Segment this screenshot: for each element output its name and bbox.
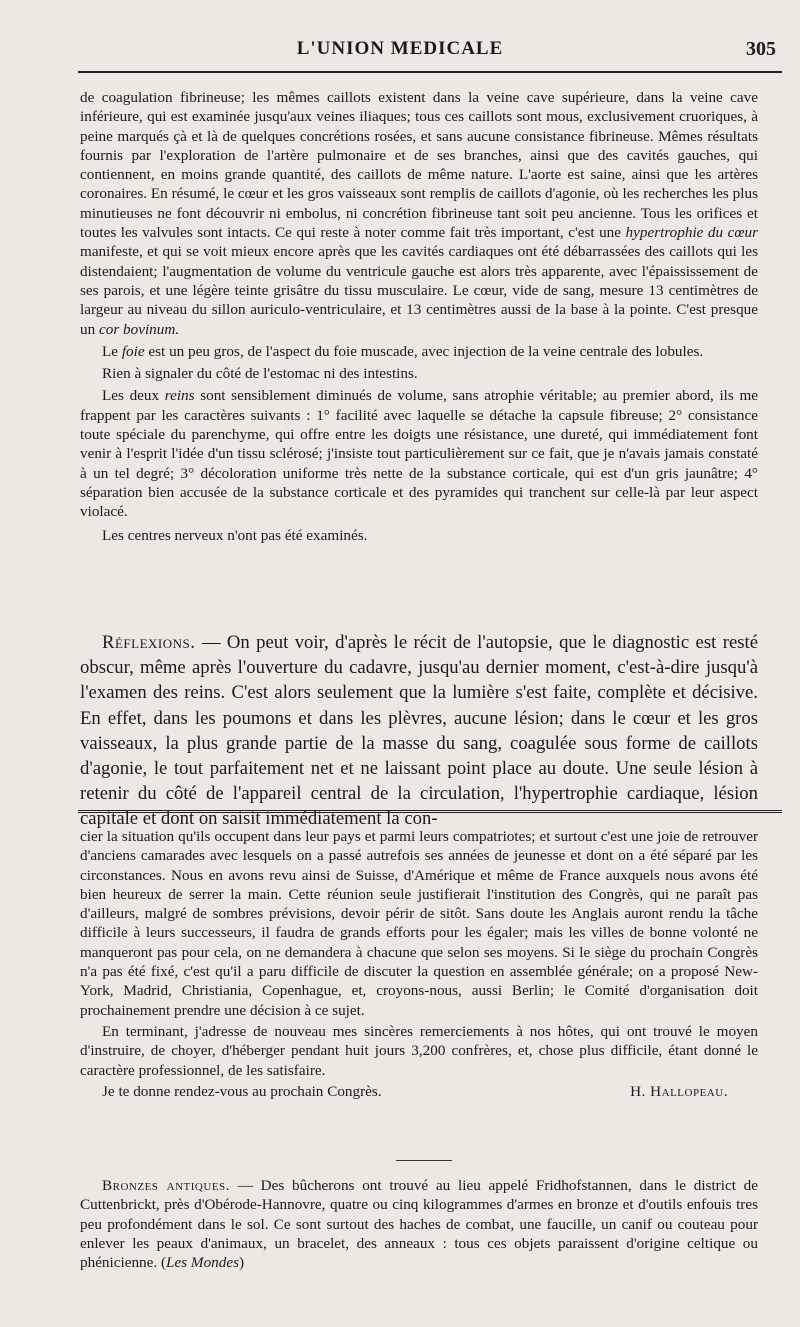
author-signature: H. Hallopeau.	[630, 1082, 728, 1100]
liver-text-a: Le	[102, 342, 122, 360]
autopsy-section	[80, 88, 758, 545]
feuilleton-rule	[78, 810, 782, 813]
reflexions-heading: Réflexions.	[102, 632, 196, 653]
kidneys-paragraph	[80, 386, 758, 521]
feuilleton-closing-paragraph: En terminant, j'adresse de nouveau mes sincères remerciements à nos hôtes, qui ont trouvé le moyen d'instruire, de choyer, d'héberger pendant huit jours 3,200 confrères, et, chose plus difficile, étant donné le caractère professionnel, de les satisfaire.	[80, 1022, 758, 1079]
autopsy-italic-term: hypertrophie du cœur	[625, 224, 758, 242]
running-title: L'UNION MEDICALE	[296, 38, 504, 59]
nerves-paragraph: Les centres nerveux n'ont pas été examinés.	[102, 526, 368, 544]
header-rule	[78, 71, 782, 73]
bronzes-paragraph	[80, 1176, 758, 1272]
autopsy-italic-term-2: cor bovinum.	[98, 320, 180, 338]
section-divider	[396, 1160, 452, 1161]
reflexions-text: — On peut voir, d'après le récit de l'autopsie, que le diagnostic est resté obscur, même après l'ouverture du cadavre, jusqu'au dernier moment, c'est-à-dire jusqu'à l'examen des reins. C'est alors seulement que la lumière s'est faite, complète et décisive. En effet, dans les poumons et dans les plèvres, aucune lésion; dans le cœur et les gros vaisseaux, la plus grande partie de la masse du sang, coagulée sous forme de caillots d'agonie, le tout parfaitement net et ne laissant point place au doute. Une seule lésion à retenir du côté de l'appareil central de la circulation, l'hypertrophie cardiaque, lésion capitale et dont on saisit immédiatement la con-	[80, 632, 758, 830]
autopsy-text-cont: manifeste, et qui se voit mieux encore après que les cavités cardiaques ont été débarrassées des caillots qui les distendaient; l'augmentation de volume du ventricule gauche est alors très apparente, avec l'épaississement de ses parois, et une légère teinte grisâtre du tissu musculaire. Le cœur, vide de sang, mesure 13 centimètres de largeur au niveau du sillon auriculo-ventriculaire, et 13 centimètres aussi de la base à la pointe. C'est presque un	[80, 243, 758, 338]
kidneys-text-b: sont sensiblement diminués de volume, sans atrophie véritable; au premier abord, ils me frappent par les caractères suivants : 1° facilité avec laquelle se détache la capsule fibreuse; 2° consistance toute spéciale du parenchyme, qui offre entre les doigts une résistance, une dureté, qui immédiatement font venir à l'esprit l'idée d'un tissu sclérosé; j'insiste tout particulièrement sur ce fait, que je n'avais jamais constaté à un tel degré; 3° décoloration uniforme très nette de la substance corticale, qui est d'un gris jaunâtre; 4° séparation bien accusée de la substance corticale et des pyramides qui tranchent sur celle-là par leur aspect violacé.	[80, 387, 759, 521]
kidneys-italic: reins	[164, 387, 195, 405]
signature-line	[80, 1082, 758, 1101]
bronzes-source: Les Mondes	[166, 1254, 240, 1272]
bronzes-text: — Des bûcherons ont trouvé au lieu appelé Fridhofstannen, dans le district de Cuttenbrickt, près d'Obérode-Hannovre, quatre ou cinq kilogrammes d'armes en bronze et d'outils enfouis tres peu profondément dans le sol. Ce sont surtout des haches de combat, une faucille, un canif ou couteau pour enlever les peaux d'animaux, un bracelet, des anneaux : tous ces objets paraissent d'origine celtique ou phénicienne. (	[80, 1177, 758, 1272]
autopsy-paragraph	[80, 88, 758, 339]
reflexions-section	[80, 630, 758, 832]
stomach-paragraph: Rien à signaler du côté de l'estomac ni des intestins.	[102, 365, 418, 383]
liver-paragraph	[80, 342, 758, 361]
page-number: 305	[746, 38, 776, 60]
kidneys-text-a: Les deux	[102, 387, 165, 405]
liver-italic: foie	[121, 342, 145, 360]
feuilleton-paragraph: cier la situation qu'ils occupent dans leur pays et parmi leurs compatriotes; et surtout c'est une joie de retrouver d'anciens camarades avec lesquels on a passé autrefois ses années de jeunesse et dont on a été séparé par les circonstances. Nous en avons revu ainsi de Suisse, d'Amérique et même de France auxquels nous avons été bien heureux de serrer la main. Cette réunion seule justifierait l'institution des Congrès, qui ne paraît pas d'ailleurs, malgré de sombres prévisions, devoir périr de sitôt. Sans doute les Anglais auront rendu la tâche difficile à leurs successeurs, il faudra de grands efforts pour les égaler; mais les villes de bonne volonté ne manqueront pas pour cela, on ne demandera à chacune que selon ses moyens. Si le siège du prochain Congrès n'a pas été fixé, c'est qu'il a paru difficile de discuter la question en assemblée générale; on a proposé New-York, Madrid, Christiania, Copenhague, et, croyons-nous, aussi Berlin; le Comité d'organisation doit prochainement prendre une décision à ce sujet.	[80, 828, 758, 1019]
feuilleton-section	[80, 827, 758, 1101]
autopsy-text: de coagulation fibrineuse; les mêmes caillots existent dans la veine cave supérieure, dans la veine cave inférieure, qui est examinée jusqu'aux veines iliaques; tous ces caillots sont mous, exclusivement cruoriques, à peine marqués çà et là de quelques concrétions rosées, et sans aucune consistance fibrineuse. Mêmes résultats fournis par l'exploration de l'artère pulmonaire et de ses branches, ainsi que des cavités gauches, qui contiennent, en moins grande quantité, des caillots de même nature. L'aorte est saine, ainsi que les artères coronaires. En résumé, le cœur et les gros vaisseaux sont remplis de caillots d'agonie, où les recherches les plus minutieuses ne font découvrir ni embolus, ni concrétion fibrineuse tant soit peu ancienne. Tous les orifices et toutes les valvules sont intacts. Ce qui reste à noter comme fait très important, c'est une	[80, 89, 758, 242]
liver-text-b: est un peu gros, de l'aspect du foie muscade, avec injection de la veine centrale des lobules.	[144, 342, 704, 360]
bronzes-heading: Bronzes antiques.	[102, 1177, 230, 1194]
closing-line: Je te donne rendez-vous au prochain Congrès.	[102, 1082, 382, 1100]
bronzes-section	[80, 1176, 758, 1272]
reflexions-paragraph	[80, 630, 758, 832]
bronzes-end: )	[239, 1254, 245, 1272]
